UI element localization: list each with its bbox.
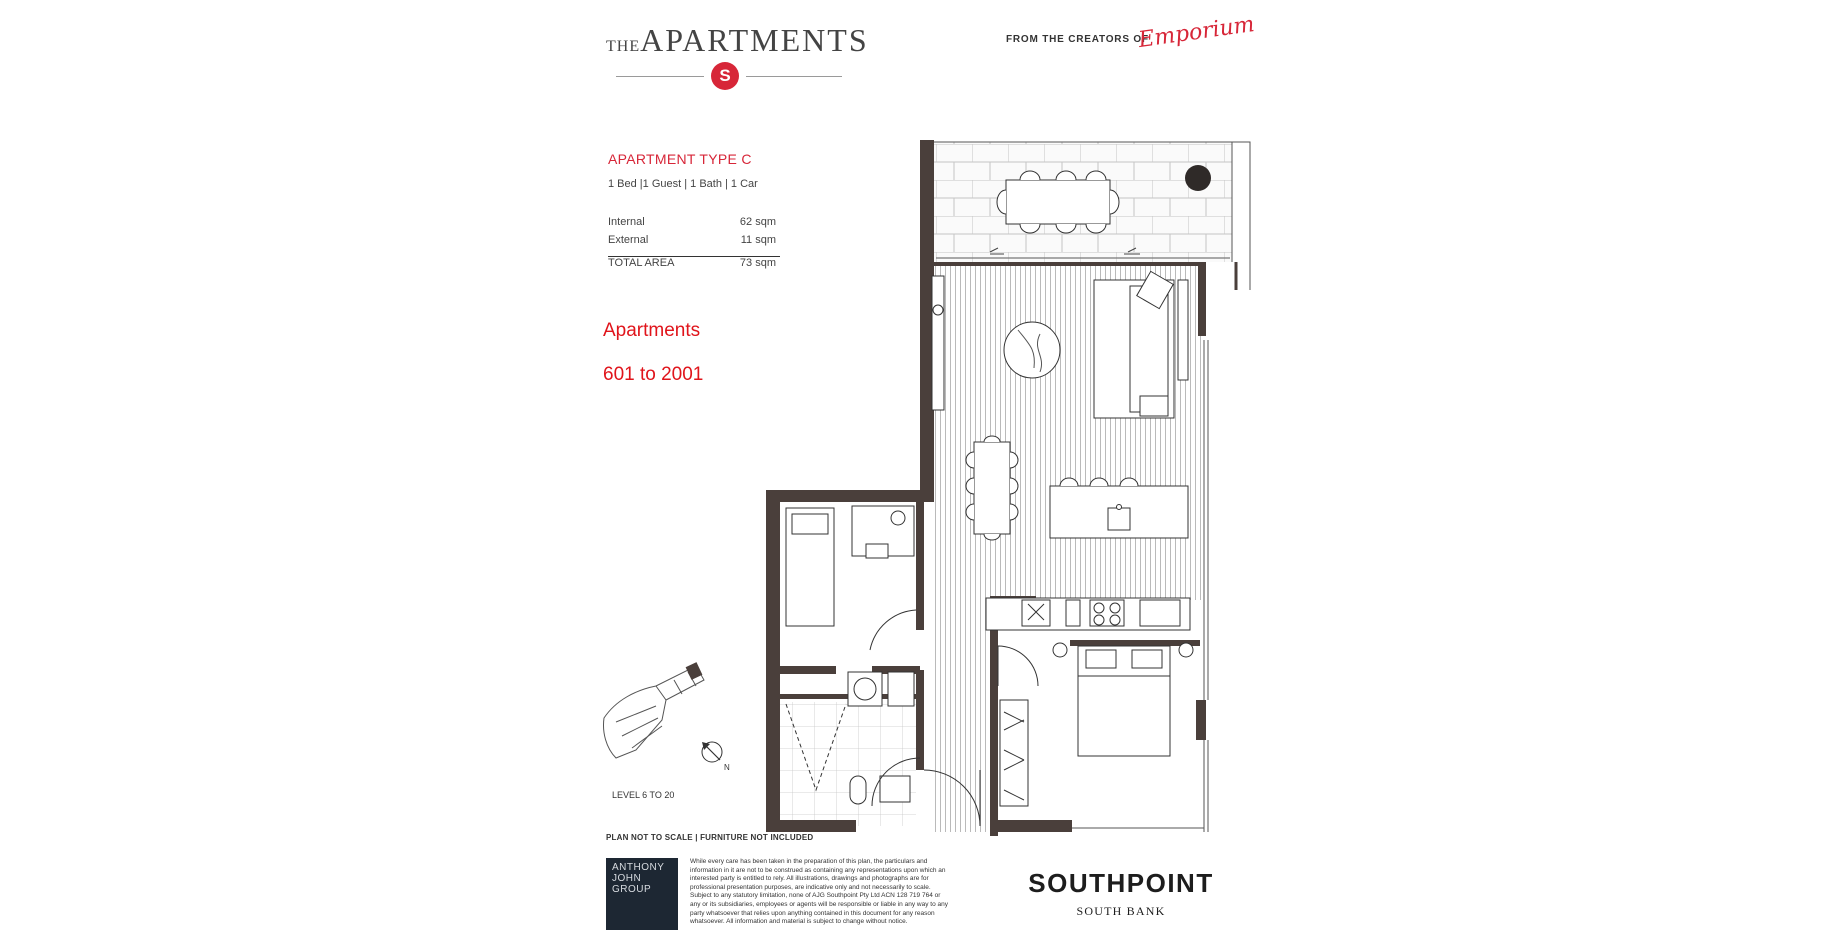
agency-line: GROUP bbox=[612, 884, 652, 895]
legal-disclaimer: While every care has been taken in the preparation of this plan, the particulars and information in it are not to be construed as containing any representations upon which an interested party is entitled to rely. All illustrations, drawings and photographs are for professional presentation purposes, are indicative only and not necessarily to scale. Subject to any statutory limitation, none of AJG Southpoint Pty Ltd ACN 128 719 764 or any or its subsidiaries, employees or agents will be responsible or liable in any way to any party whatsoever that relies upon anything contained in this document for any reason whatsoever. All information and material is subject to change without notice. bbox=[690, 858, 948, 926]
emporium-logo: Emporium bbox=[1136, 11, 1257, 54]
apartment-specs: 1 Bed |1 Guest | 1 Bath | 1 Car bbox=[608, 178, 758, 190]
area-value: 11 sqm bbox=[740, 234, 776, 246]
total-area-label: TOTAL AREA bbox=[608, 257, 675, 269]
area-label: Internal bbox=[608, 216, 645, 228]
agency-logo bbox=[606, 858, 678, 930]
brand-the: THE bbox=[606, 38, 641, 55]
level-label: LEVEL 6 TO 20 bbox=[612, 790, 675, 800]
plan-note: PLAN NOT TO SCALE | FURNITURE NOT INCLUDED bbox=[606, 833, 814, 842]
apartments-label: Apartments bbox=[603, 320, 701, 341]
creators-text: FROM THE CREATORS OF bbox=[1006, 34, 1149, 45]
total-area-value: 73 sqm bbox=[739, 257, 776, 269]
kitchen-bench bbox=[986, 598, 1190, 630]
toilet bbox=[850, 776, 866, 804]
brand-main: APARTMENTS bbox=[640, 22, 869, 58]
agency-line: ANTHONY bbox=[612, 862, 665, 873]
development-logo: SOUTHPOINT bbox=[1028, 868, 1214, 898]
agency-line: JOHN bbox=[612, 873, 642, 884]
area-label: External bbox=[608, 234, 649, 246]
wall-cabinet bbox=[932, 276, 944, 410]
side-console bbox=[1178, 280, 1188, 380]
apartment-type-title: APARTMENT TYPE C bbox=[608, 151, 752, 167]
balcony-table bbox=[997, 171, 1119, 233]
dining-table bbox=[974, 442, 1010, 534]
balcony-planter bbox=[1185, 165, 1211, 191]
north-label: N bbox=[724, 763, 730, 772]
brand-badge: S bbox=[711, 62, 739, 90]
area-value: 62 sqm bbox=[739, 216, 776, 228]
development-location: SOUTH BANK bbox=[1076, 904, 1166, 918]
vanity bbox=[880, 776, 910, 802]
apartments-range: 601 to 2001 bbox=[603, 364, 704, 385]
